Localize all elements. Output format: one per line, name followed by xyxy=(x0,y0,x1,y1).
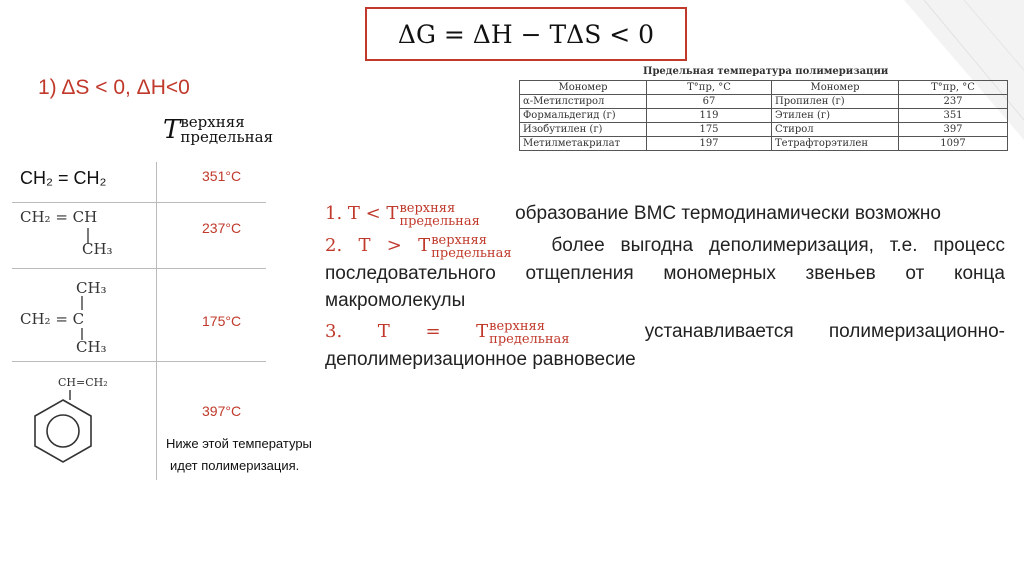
table-cell: 119 xyxy=(647,109,772,123)
note-line: идет полимеризация. xyxy=(170,458,300,473)
monomer-isobutylene-methyl-bottom: CH₃ xyxy=(76,338,107,356)
table-cell: Этилен (г) xyxy=(772,109,899,123)
table-cell: Метилметакрилат xyxy=(520,137,647,151)
table-cell: 237 xyxy=(899,95,1008,109)
gibbs-formula: ΔG = ΔH − TΔS < 0 xyxy=(397,19,655,49)
point-2-condition: 2. T > T верхняя предельная xyxy=(325,233,512,261)
point-2-text: более выгодна деполимеризация, т.е. процесс последовательного отщепления мономерных звеньев от конца макромолекулы xyxy=(325,235,1006,311)
monomer-styrene-vinyl: CH=CH₂ xyxy=(58,376,108,389)
temp-propylene: 237°C xyxy=(202,220,242,236)
monomer-propylene-methyl: CH₃ xyxy=(82,240,113,258)
point-3 xyxy=(325,318,1005,373)
table-cell: Изобутилен (г) xyxy=(520,123,647,137)
t-symbol: T xyxy=(163,115,181,145)
t-limit-label xyxy=(163,115,273,145)
table-cell: 397 xyxy=(899,123,1008,137)
table-cell: 175 xyxy=(647,123,772,137)
temp-styrene: 397°C xyxy=(202,403,242,419)
temp-isobutylene: 175°C xyxy=(202,313,242,329)
table-header: T°пр, °C xyxy=(647,81,772,95)
explanation-block xyxy=(325,200,1005,373)
table-cell: 197 xyxy=(647,137,772,151)
table-cell: 1097 xyxy=(899,137,1008,151)
benzene-ring-icon xyxy=(28,390,98,470)
t-sup: верхняя xyxy=(180,113,245,131)
table-header: T°пр, °C xyxy=(899,81,1008,95)
bond-line xyxy=(80,296,84,310)
monomer-isobutylene: CH₂ = C xyxy=(20,310,85,328)
note-line: Ниже этой температуры xyxy=(166,436,312,451)
table-cell: Стирол xyxy=(772,123,899,137)
ceiling-temperature-table xyxy=(519,80,1008,151)
point-2 xyxy=(325,232,1005,314)
table-cell: Тетрафторэтилен xyxy=(772,137,899,151)
table-cell: 67 xyxy=(647,95,772,109)
ref-table-title: Предельная температура полимеризации xyxy=(643,66,889,77)
monomer-propylene: CH₂ = CH xyxy=(20,208,98,226)
temp-ethylene: 351°C xyxy=(202,168,242,184)
t-sub: предельная xyxy=(180,128,274,146)
polymerization-note xyxy=(166,433,312,477)
table-cell: α-Метилстирол xyxy=(520,95,647,109)
point-3-text: устанавливается полимеризационно-деполимеризационное равновесие xyxy=(325,321,1005,370)
gibbs-formula-box xyxy=(365,7,687,61)
table-cell: Формальдегид (г) xyxy=(520,109,647,123)
monomer-ethylene: CH₂ = CH₂ xyxy=(20,168,107,188)
condition-heading: 1) ΔS < 0, ΔH<0 xyxy=(38,76,190,99)
table-divider xyxy=(12,268,266,269)
point-1 xyxy=(325,200,1005,228)
monomer-isobutylene-methyl-top: CH₃ xyxy=(76,279,107,297)
point-3-condition: 3. T = T верхняя предельная xyxy=(325,319,570,347)
table-divider-vertical xyxy=(156,162,157,480)
point-1-text: образование ВМС термодинамически возможно xyxy=(515,203,941,224)
table-header: Мономер xyxy=(772,81,899,95)
table-row xyxy=(520,109,1008,123)
table-divider xyxy=(12,202,266,203)
point-1-condition: 1. T < T верхняя предельная xyxy=(325,201,480,229)
table-header: Мономер xyxy=(520,81,647,95)
table-cell: 351 xyxy=(899,109,1008,123)
table-row xyxy=(520,123,1008,137)
table-cell: Пропилен (г) xyxy=(772,95,899,109)
table-divider xyxy=(12,361,266,362)
table-row xyxy=(520,95,1008,109)
table-header-row xyxy=(520,81,1008,95)
table-row xyxy=(520,137,1008,151)
